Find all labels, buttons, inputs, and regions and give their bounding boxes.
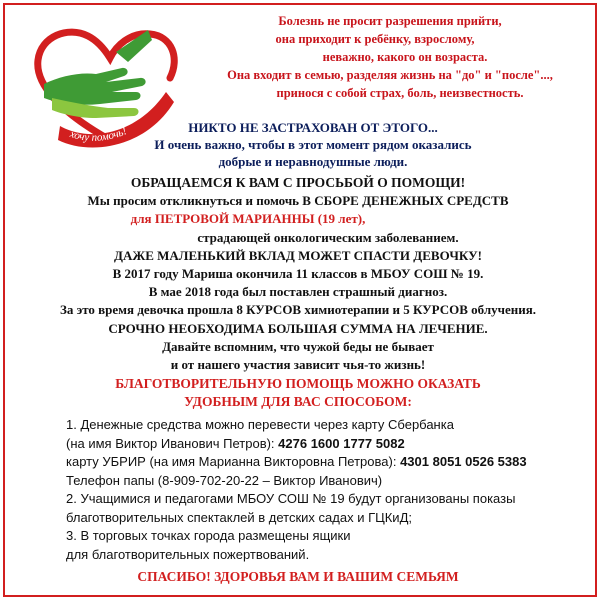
quote-block — [200, 12, 580, 102]
sberbank-card-number: 4276 1600 1777 5082 — [278, 435, 405, 451]
green-hand-icon — [44, 68, 146, 105]
way-item-1-line — [66, 453, 586, 472]
remember-line: и от нашего участия зависит чья-то жизнь! — [170, 357, 426, 373]
ways-list — [66, 416, 586, 564]
thanks-line: СПАСИБО! ЗДОРОВЬЯ ВАМ И ВАШИМ СЕМЬЯМ — [137, 569, 459, 584]
ways-heading — [6, 375, 590, 411]
beneficiary-name: ПЕТРОВОЙ МАРИАННЫ (19 лет), — [154, 211, 366, 227]
quote-line: Болезнь не просит разрешения прийти, — [278, 14, 502, 28]
small-contribution: ДАЖЕ МАЛЕНЬКИЙ ВКЛАД МОЖЕТ СПАСТИ ДЕВОЧКУ! — [114, 247, 482, 263]
intro-line: добрые и неравнодушные люди. — [218, 154, 408, 169]
appeal-block — [6, 174, 590, 374]
card-owner-1: (на имя Виктор Иванович Петров): — [66, 435, 279, 451]
urgent-line: СРОЧНО НЕОБХОДИМА БОЛЬШАЯ СУММА НА ЛЕЧЕНИЕ. — [108, 320, 488, 336]
quote-line: Она входит в семью, разделяя жизнь на "до" и "после"..., — [227, 68, 553, 82]
ways-heading-line: БЛАГОТВОРИТЕЛЬНУЮ ПОМОЩЬ МОЖНО ОКАЗАТЬ — [115, 376, 481, 391]
card-owner-2: карту УБРИР (на имя Марианна Викторовна Петрова): — [66, 454, 401, 469]
way-item-3-line: для благотворительных пожертвований. — [66, 546, 310, 562]
story-line: За это время девочка прошла 8 КУРСОВ химиотерапии и 5 КУРСОВ облучения. — [59, 302, 537, 318]
quote-line: неважно, какого он возраста. — [322, 50, 488, 64]
beneficiary-prefix: для — [130, 211, 155, 227]
way-item-1-line — [66, 435, 586, 454]
appeal-text: Мы просим откликнуться и помочь — [87, 193, 303, 209]
quote-line: она приходит к ребёнку, взрослому, — [275, 32, 475, 46]
ubrir-card-number: 4301 8051 0526 5383 — [400, 454, 527, 469]
intro-block — [6, 119, 590, 170]
phone-line: Телефон папы (8-909-702-20-22 – Виктор Иванович) — [66, 472, 383, 488]
quote-line: принося с собой страх, боль, неизвестность. — [276, 86, 524, 100]
appeal-heading: ОБРАЩАЕМСЯ К ВАМ С ПРОСЬБОЙ О ПОМОЩИ! — [130, 175, 466, 190]
story-line: В мае 2018 года был поставлен страшный диагноз. — [148, 284, 448, 300]
appeal-emphasis: В СБОРЕ ДЕНЕЖНЫХ СРЕДСТВ — [302, 193, 509, 209]
way-item-2-line: благотворительных спектаклей в детских садах и ГЦКиД; — [66, 509, 412, 525]
intro-heading: НИКТО НЕ ЗАСТРАХОВАН ОТ ЭТОГО... — [188, 120, 438, 135]
way-item-3-line: 3. В торговых точках города размещены ящики — [66, 528, 351, 543]
story-line: В 2017 году Мариша окончила 11 классов в МБОУ СОШ № 19. — [112, 266, 484, 282]
intro-line: И очень важно, чтобы в этот момент рядом оказались — [154, 137, 472, 152]
beneficiary-line — [0, 210, 590, 228]
way-item-1-line: 1. Денежные средства можно перевести через карту Сбербанка — [66, 417, 454, 432]
remember-line: Давайте вспомним, что чужой беды не бывает — [162, 338, 434, 354]
ways-heading-line: УДОБНЫМ ДЛЯ ВАС СПОСОБОМ: — [184, 394, 412, 409]
appeal-line — [6, 192, 590, 210]
logo-text: хочу помочь! — [68, 125, 129, 144]
diagnosis-line: страдающей онкологическим заболеванием. — [197, 229, 459, 245]
way-item-2-line: 2. Учащимися и педагогами МБОУ СОШ № 19 будут организованы показы — [66, 491, 516, 506]
